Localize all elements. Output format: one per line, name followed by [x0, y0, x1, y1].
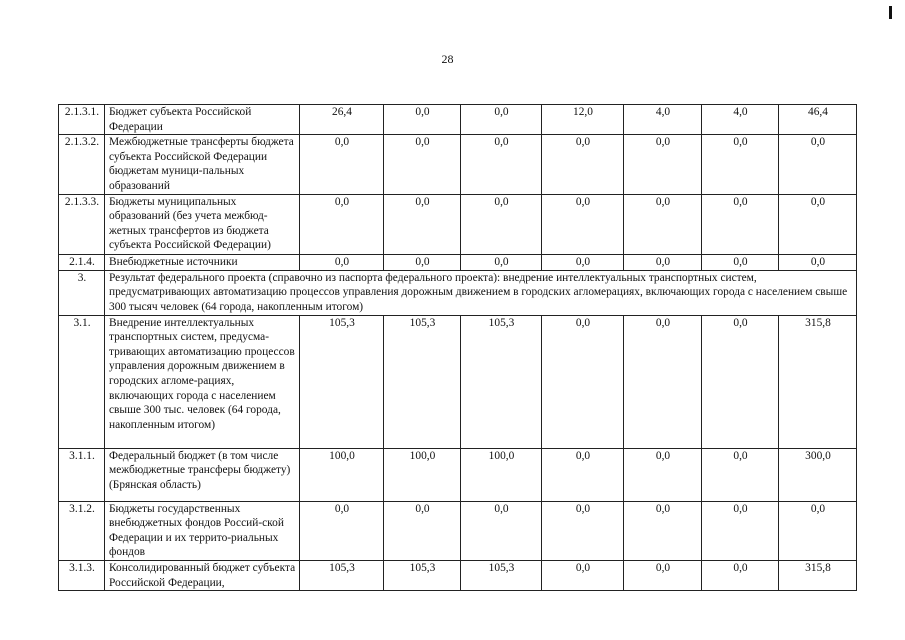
row-code: 3.1.2.: [59, 501, 105, 560]
value-cell: 4,0: [624, 105, 702, 135]
value-cell: 315,8: [779, 315, 857, 448]
row-name: Бюджет субъекта Российской Федерации: [105, 105, 300, 135]
row-code: 3.: [59, 270, 105, 315]
table-row: [59, 448, 857, 501]
value-cell: 300,0: [779, 448, 857, 501]
table-row: [59, 560, 857, 590]
value-cell: 0,0: [542, 501, 624, 560]
value-cell: 0,0: [624, 315, 702, 448]
row-name: Межбюджетные трансферты бюджета субъекта Российской Федерации бюджетам муници-пальных образований: [105, 135, 300, 194]
row-code: 2.1.3.2.: [59, 135, 105, 194]
value-cell: 105,3: [300, 315, 384, 448]
table-row: [59, 135, 857, 194]
row-name: Внедрение интеллектуальных транспортных систем, предусма-тривающих автоматизацию процессов управления дорожным движением в городских агломе-рациях, включающих города с населением свыше 300 тыс. человек (64 города, накопленным итогом): [105, 315, 300, 448]
table-row: [59, 105, 857, 135]
row-code: 3.1.3.: [59, 560, 105, 590]
value-cell: 0,0: [542, 135, 624, 194]
page-number: 28: [441, 52, 454, 66]
value-cell: 0,0: [702, 560, 779, 590]
value-cell: 0,0: [384, 194, 461, 254]
value-cell: 0,0: [779, 135, 857, 194]
value-cell: 0,0: [384, 135, 461, 194]
row-name: Внебюджетные источники: [105, 254, 300, 270]
value-cell: 0,0: [300, 135, 384, 194]
result-description: Результат федерального проекта (справочно из паспорта федерального проекта): внедрение интеллектуальных транспортных систем, предусматривающих автоматизацию процессов управления дорожным движением в городских агломерациях, включающих города с населением свыше 300 тысяч человек (64 города, накопленным итогом): [105, 270, 857, 315]
value-cell: 0,0: [624, 448, 702, 501]
value-cell: 105,3: [461, 560, 542, 590]
value-cell: 0,0: [702, 315, 779, 448]
budget-table: [58, 104, 857, 591]
value-cell: 0,0: [461, 135, 542, 194]
value-cell: 0,0: [779, 254, 857, 270]
value-cell: 105,3: [384, 560, 461, 590]
row-name: Бюджеты государственных внебюджетных фондов Россий-ской Федерации и их террито-риальных фондов: [105, 501, 300, 560]
section-row: [59, 270, 857, 315]
value-cell: 0,0: [779, 501, 857, 560]
row-code: 2.1.3.1.: [59, 105, 105, 135]
value-cell: 0,0: [300, 254, 384, 270]
value-cell: 0,0: [702, 194, 779, 254]
value-cell: 0,0: [624, 501, 702, 560]
value-cell: 0,0: [300, 501, 384, 560]
value-cell: 4,0: [702, 105, 779, 135]
value-cell: 0,0: [624, 194, 702, 254]
value-cell: 0,0: [461, 254, 542, 270]
value-cell: 0,0: [702, 135, 779, 194]
value-cell: 0,0: [461, 105, 542, 135]
value-cell: 315,8: [779, 560, 857, 590]
value-cell: 0,0: [542, 560, 624, 590]
row-code: 3.1.1.: [59, 448, 105, 501]
row-code: 2.1.4.: [59, 254, 105, 270]
table-row: [59, 315, 857, 448]
value-cell: 0,0: [624, 135, 702, 194]
value-cell: 0,0: [779, 194, 857, 254]
value-cell: 0,0: [384, 254, 461, 270]
value-cell: 0,0: [461, 194, 542, 254]
value-cell: 0,0: [384, 501, 461, 560]
row-code: 2.1.3.3.: [59, 194, 105, 254]
row-name: Консолидированный бюджет субъекта Российской Федерации,: [105, 560, 300, 590]
value-cell: 0,0: [542, 254, 624, 270]
value-cell: 0,0: [702, 501, 779, 560]
value-cell: 0,0: [542, 194, 624, 254]
value-cell: 0,0: [461, 501, 542, 560]
value-cell: 105,3: [384, 315, 461, 448]
value-cell: 0,0: [702, 448, 779, 501]
value-cell: 0,0: [300, 194, 384, 254]
table-row: [59, 254, 857, 270]
value-cell: 0,0: [384, 105, 461, 135]
value-cell: 105,3: [300, 560, 384, 590]
value-cell: 26,4: [300, 105, 384, 135]
value-cell: 0,0: [542, 448, 624, 501]
value-cell: 0,0: [624, 254, 702, 270]
value-cell: 0,0: [702, 254, 779, 270]
value-cell: 46,4: [779, 105, 857, 135]
value-cell: 100,0: [461, 448, 542, 501]
row-code: 3.1.: [59, 315, 105, 448]
row-name: Федеральный бюджет (в том числе межбюджетные трансферы бюджету) (Брянская область): [105, 448, 300, 501]
row-name: Бюджеты муниципальных образований (без учета межбюд-жетных трансфертов из бюджета субъекта Российской Федерации): [105, 194, 300, 254]
value-cell: 0,0: [624, 560, 702, 590]
table-body: [59, 105, 857, 591]
value-cell: 100,0: [384, 448, 461, 501]
edge-mark: [889, 6, 892, 19]
value-cell: 105,3: [461, 315, 542, 448]
table-row: [59, 501, 857, 560]
value-cell: 12,0: [542, 105, 624, 135]
value-cell: 100,0: [300, 448, 384, 501]
table-row: [59, 194, 857, 254]
value-cell: 0,0: [542, 315, 624, 448]
